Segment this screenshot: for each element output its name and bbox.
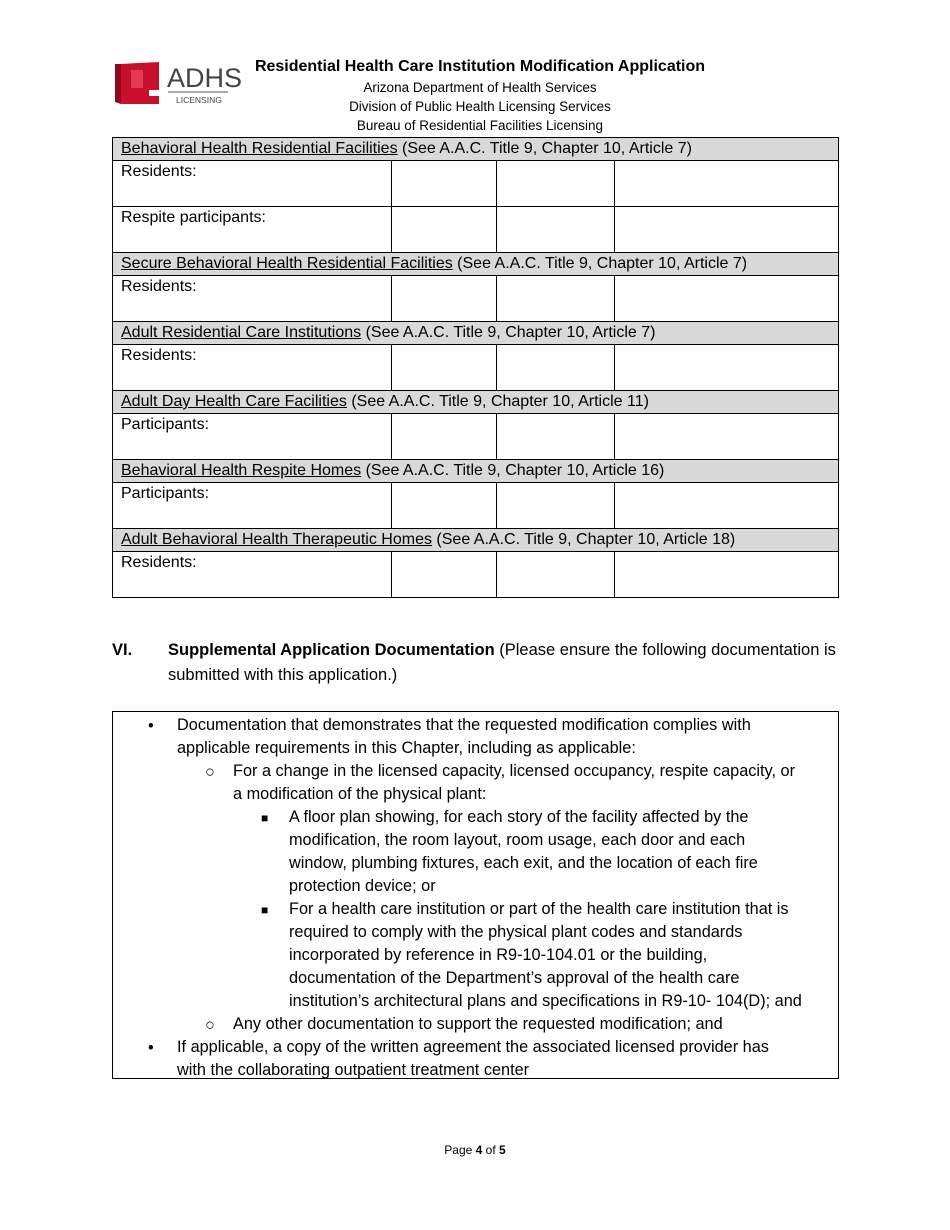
section-name: Adult Residential Care Institutions — [121, 324, 362, 341]
square-bullet-icon: ■ — [261, 903, 269, 917]
table-row — [113, 414, 839, 460]
list-item: window, plumbing fixtures, each exit, and the location of each fire — [289, 854, 758, 872]
row-label: Participants: — [113, 414, 392, 460]
capacity-cell[interactable] — [496, 276, 615, 322]
capacity-cell[interactable] — [615, 207, 839, 253]
list-item: incorporated by reference in R9-10-104.01 or the building, — [289, 946, 708, 964]
bullet-icon: • — [148, 1039, 154, 1057]
capacity-cell[interactable] — [496, 414, 615, 460]
capacity-cell[interactable] — [391, 552, 496, 598]
bureau-name: Bureau of Residential Facilities Licensing — [356, 118, 604, 133]
list-item: required to comply with the physical plant codes and standards — [289, 923, 743, 941]
section-name: Behavioral Health Respite Homes — [121, 462, 362, 479]
capacity-cell[interactable] — [496, 483, 615, 529]
row-label: Residents: — [113, 345, 392, 391]
list-item: documentation of the Department’s approval of the health care — [289, 969, 740, 987]
table-row — [113, 345, 839, 391]
section-name: Adult Day Health Care Facilities — [121, 393, 347, 410]
capacity-cell[interactable] — [391, 161, 496, 207]
capacity-cell[interactable] — [391, 414, 496, 460]
capacity-table — [112, 137, 839, 598]
section-reference: (See A.A.C. Title 9, Chapter 10, Article 16) — [361, 462, 665, 479]
section-header — [113, 253, 839, 276]
list-item: Any other documentation to support the requested modification; and — [233, 1015, 723, 1033]
list-item: with the collaborating outpatient treatment center — [177, 1061, 530, 1079]
capacity-cell[interactable] — [615, 345, 839, 391]
list-item: Documentation that demonstrates that the requested modification complies with — [177, 716, 751, 734]
capacity-cell[interactable] — [615, 161, 839, 207]
row-label: Residents: — [113, 161, 392, 207]
list-item: A floor plan showing, for each story of the facility affected by the — [289, 808, 749, 826]
table-row — [113, 483, 839, 529]
svg-text:LICENSING: LICENSING — [176, 95, 222, 105]
adhs-logo — [115, 60, 243, 108]
capacity-cell[interactable] — [615, 552, 839, 598]
section-name: Behavioral Health Residential Facilities — [121, 140, 398, 157]
capacity-cell[interactable] — [496, 345, 615, 391]
bullet-icon: • — [148, 717, 154, 735]
department-name: Arizona Department of Health Services — [363, 80, 597, 95]
row-label: Respite participants: — [113, 207, 392, 253]
page-label: Page — [444, 1143, 473, 1157]
capacity-cell[interactable] — [496, 207, 615, 253]
capacity-cell[interactable] — [391, 345, 496, 391]
list-item: For a health care institution or part of the health care institution that is — [289, 900, 789, 918]
list-item: If applicable, a copy of the written agreement the associated licensed provider has — [177, 1038, 769, 1056]
circle-bullet-icon: ○ — [205, 1016, 215, 1034]
capacity-cell[interactable] — [496, 161, 615, 207]
table-row — [113, 161, 839, 207]
section-note: (Please ensure the following documentation is submitted with this application.) — [168, 641, 836, 684]
section-title: Supplemental Application Documentation — [168, 641, 495, 659]
table-row — [113, 276, 839, 322]
row-label: Residents: — [113, 276, 392, 322]
square-bullet-icon: ■ — [261, 811, 269, 825]
svg-text:ADHS: ADHS — [167, 63, 243, 93]
row-label: Residents: — [113, 552, 392, 598]
table-row — [113, 207, 839, 253]
section-reference: (See A.A.C. Title 9, Chapter 10, Article 7) — [452, 255, 748, 272]
page-footer — [0, 1143, 950, 1157]
section-name: Secure Behavioral Health Residential Facilities — [121, 255, 453, 272]
table-row — [113, 552, 839, 598]
list-item: modification, the room layout, room usage, each door and each — [289, 831, 746, 849]
page-number: 4 — [475, 1143, 483, 1157]
list-item: For a change in the licensed capacity, licensed occupancy, respite capacity, or — [233, 762, 796, 780]
section-header — [113, 138, 839, 161]
section-reference: (See A.A.C. Title 9, Chapter 10, Article 7) — [397, 140, 692, 157]
circle-bullet-icon: ○ — [205, 763, 215, 781]
capacity-cell[interactable] — [615, 276, 839, 322]
page-of: of — [485, 1143, 496, 1157]
capacity-cell[interactable] — [615, 414, 839, 460]
capacity-cell[interactable] — [496, 552, 615, 598]
adhs-logo-mark — [115, 60, 243, 108]
capacity-cell[interactable] — [391, 207, 496, 253]
capacity-cell[interactable] — [391, 276, 496, 322]
division-name: Division of Public Health Licensing Services — [349, 99, 611, 114]
section-header — [113, 322, 839, 345]
capacity-cell[interactable] — [391, 483, 496, 529]
section-name: Adult Behavioral Health Therapeutic Homes — [121, 531, 432, 548]
section-header — [113, 391, 839, 414]
section-reference: (See A.A.C. Title 9, Chapter 10, Article 18) — [431, 531, 736, 548]
list-item: protection device; or — [289, 877, 436, 895]
documentation-list — [112, 711, 839, 1079]
page-total: 5 — [499, 1143, 506, 1157]
section-reference: (See A.A.C. Title 9, Chapter 10, Article 7) — [361, 324, 656, 341]
section-reference: (See A.A.C. Title 9, Chapter 10, Article 11) — [346, 393, 649, 410]
form-title: Residential Health Care Institution Modification Application — [254, 58, 706, 75]
section-header — [113, 529, 839, 552]
list-item: a modification of the physical plant: — [233, 785, 487, 803]
list-item: applicable requirements in this Chapter, including as applicable: — [177, 739, 636, 757]
row-label: Participants: — [113, 483, 392, 529]
capacity-cell[interactable] — [615, 483, 839, 529]
section-header — [113, 460, 839, 483]
section-number: VI. — [112, 641, 133, 659]
list-item: institution’s architectural plans and specifications in R9-10- 104(D); and — [289, 992, 802, 1010]
